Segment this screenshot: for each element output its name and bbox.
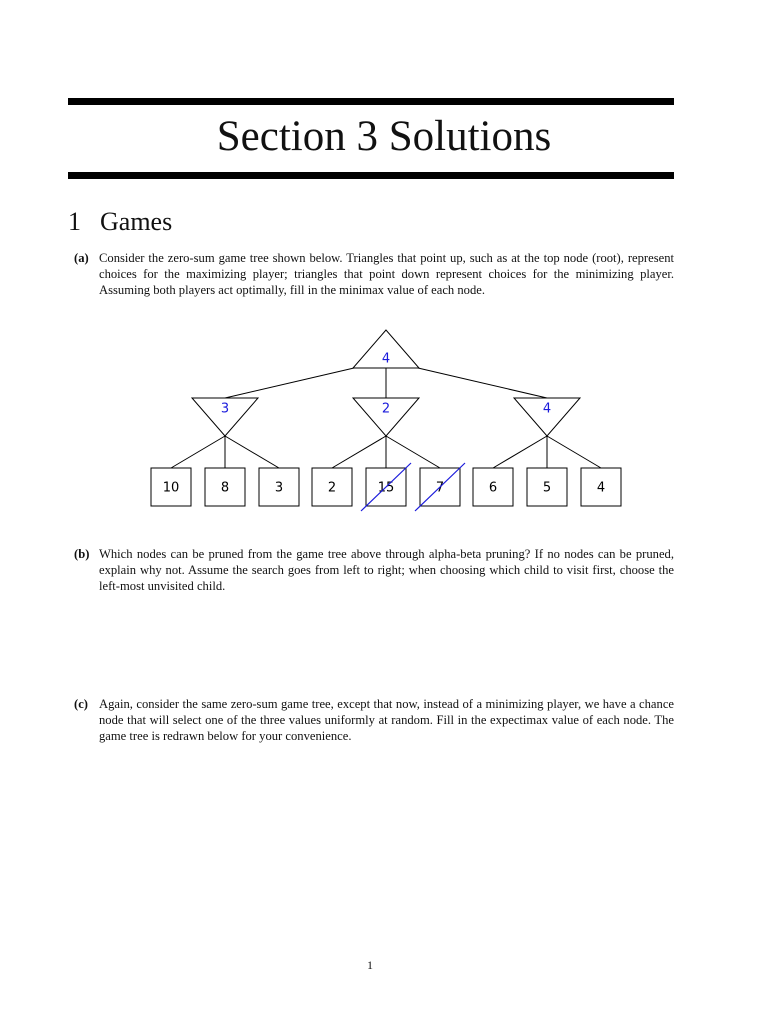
question-label: (a) [74,251,89,265]
question-b [68,546,674,594]
page-number: 1 [367,958,373,972]
min-node-value: 3 [220,401,230,417]
game-tree [140,322,630,518]
leaf-value: 5 [542,480,552,496]
leaf-value: 7 [435,480,445,496]
leaf-value: 10 [162,480,180,496]
leaf-value: 3 [274,480,284,496]
tree-edge [547,436,601,468]
leaf-value: 4 [596,480,606,496]
root-value: 4 [381,351,391,367]
tree-edge [418,368,547,398]
question-a [68,250,674,298]
leaf-value: 6 [488,480,498,496]
question-text: Again, consider the same zero-sum game tree, except that now, instead of a minimizing player, we have a chance node that will select one of the three values uniformly at random. Fill in the expectimax value of each node. The game tree is redrawn below for your convenience. [99,697,674,743]
section-number: 1 [68,207,81,236]
question-label: (c) [74,697,88,711]
tree-edge [225,436,279,468]
question-text: Consider the zero-sum game tree shown below. Triangles that point up, such as at the top node (root), represent choices for the maximizing player; triangles that point down represent choices for the minimizing player. Assuming both players act optimally, fill in the minimax value of each node. [99,251,674,297]
question-label: (b) [74,547,90,561]
leaf-value: 8 [220,480,230,496]
bottom-rule [68,172,674,179]
min-node-value: 2 [381,401,391,417]
leaf-value: 2 [327,480,337,496]
question-c [68,696,674,744]
question-text: Which nodes can be pruned from the game tree above through alpha-beta pruning? If no nodes can be pruned, explain why not. Assume the search goes from left to right; when choosing which child to visit first, choose the left-most unvisited child. [99,547,674,593]
top-rule [68,98,674,105]
min-node-value: 4 [542,401,552,417]
tree-edge [332,436,386,468]
tree-edge [493,436,547,468]
section-heading [68,205,172,239]
tree-edge [386,436,440,468]
page-title: Section 3 Solutions [216,113,552,160]
tree-edge [171,436,225,468]
leaf-value: 15 [377,480,395,496]
tree-edge [225,368,354,398]
section-title: Games [100,207,173,236]
